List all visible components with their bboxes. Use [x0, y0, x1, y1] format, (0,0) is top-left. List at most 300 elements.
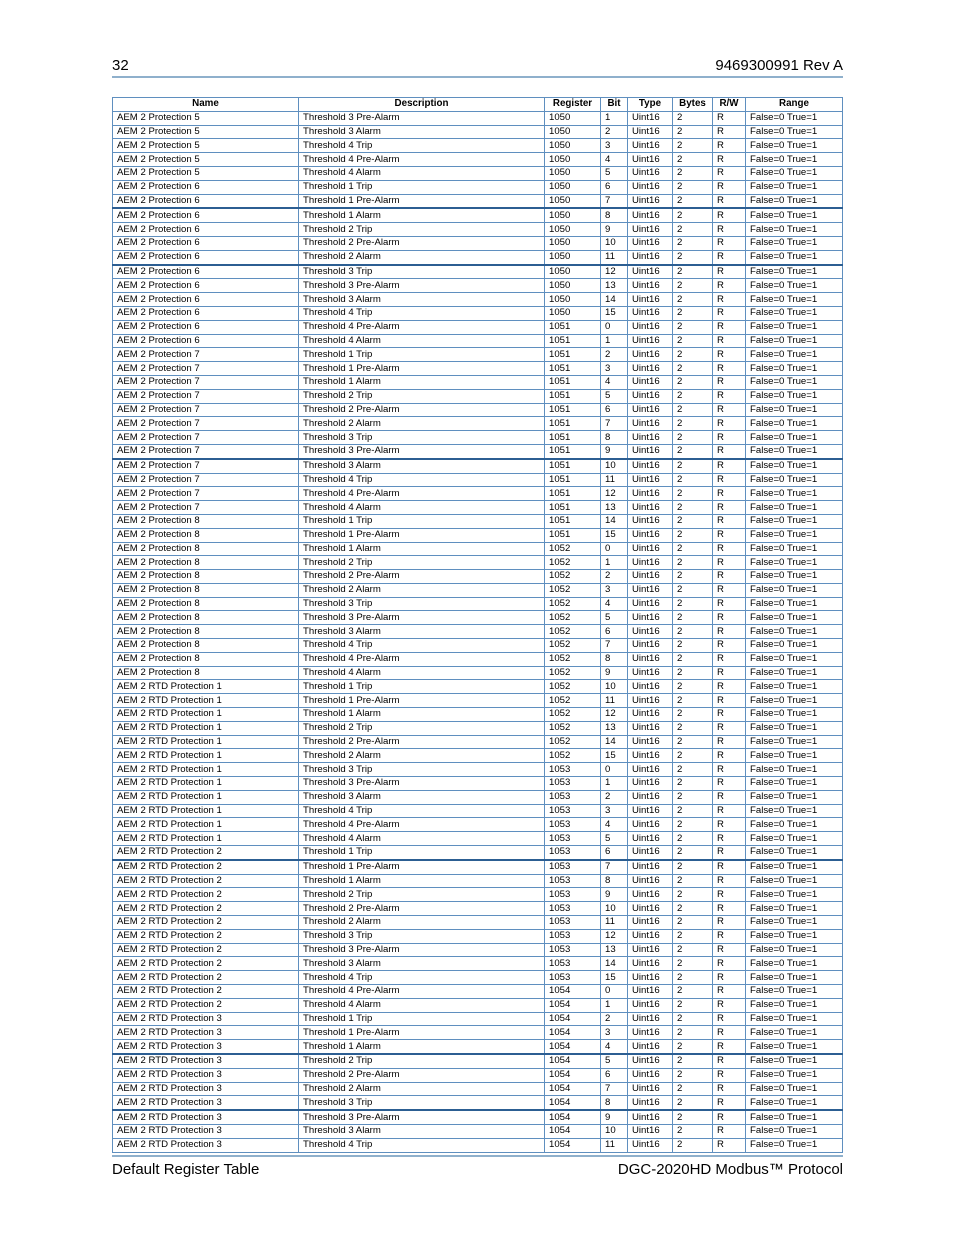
cell-rw: R: [713, 153, 746, 167]
cell-type: Uint16: [628, 666, 673, 680]
cell-range: False=0 True=1: [746, 860, 843, 874]
page-header: [112, 54, 843, 76]
cell-rw: R: [713, 444, 746, 458]
cell-register: 1052: [545, 680, 601, 694]
cell-name: AEM 2 RTD Protection 2: [113, 860, 299, 874]
cell-rw: R: [713, 804, 746, 818]
cell-bit: 7: [601, 1082, 628, 1096]
cell-type: Uint16: [628, 611, 673, 625]
cell-register: 1054: [545, 1110, 601, 1124]
cell-bytes: 2: [673, 957, 713, 971]
cell-range: False=0 True=1: [746, 929, 843, 943]
cell-name: AEM 2 RTD Protection 1: [113, 680, 299, 694]
cell-bytes: 2: [673, 194, 713, 208]
cell-bytes: 2: [673, 846, 713, 860]
page-footer: [112, 1159, 843, 1181]
cell-name: AEM 2 RTD Protection 3: [113, 1026, 299, 1040]
cell-range: False=0 True=1: [746, 265, 843, 279]
cell-type: Uint16: [628, 334, 673, 348]
cell-register: 1053: [545, 943, 601, 957]
cell-name: AEM 2 Protection 6: [113, 265, 299, 279]
table-row: [113, 888, 843, 902]
cell-rw: R: [713, 279, 746, 293]
cell-range: False=0 True=1: [746, 1012, 843, 1026]
cell-bytes: 2: [673, 860, 713, 874]
cell-bytes: 2: [673, 652, 713, 666]
cell-rw: R: [713, 1040, 746, 1054]
table-row: [113, 846, 843, 860]
cell-description: Threshold 1 Pre-Alarm: [299, 1026, 545, 1040]
cell-bytes: 2: [673, 1110, 713, 1124]
cell-name: AEM 2 Protection 5: [113, 111, 299, 125]
cell-bit: 2: [601, 1012, 628, 1026]
cell-register: 1054: [545, 1054, 601, 1068]
cell-rw: R: [713, 1138, 746, 1152]
cell-name: AEM 2 Protection 8: [113, 542, 299, 556]
cell-bytes: 2: [673, 459, 713, 473]
cell-range: False=0 True=1: [746, 1096, 843, 1110]
cell-range: False=0 True=1: [746, 611, 843, 625]
cell-register: 1053: [545, 916, 601, 930]
cell-name: AEM 2 Protection 6: [113, 223, 299, 237]
cell-bit: 15: [601, 971, 628, 985]
cell-name: AEM 2 Protection 6: [113, 208, 299, 222]
cell-rw: R: [713, 625, 746, 639]
cell-rw: R: [713, 1082, 746, 1096]
cell-description: Threshold 3 Pre-Alarm: [299, 777, 545, 791]
cell-name: AEM 2 RTD Protection 2: [113, 998, 299, 1012]
cell-name: AEM 2 RTD Protection 2: [113, 902, 299, 916]
table-row: [113, 348, 843, 362]
table-row: [113, 166, 843, 180]
table-row: [113, 832, 843, 846]
cell-bytes: 2: [673, 293, 713, 307]
cell-description: Threshold 3 Alarm: [299, 125, 545, 139]
cell-register: 1052: [545, 556, 601, 570]
cell-type: Uint16: [628, 139, 673, 153]
cell-bit: 3: [601, 362, 628, 376]
cell-register: 1052: [545, 611, 601, 625]
cell-rw: R: [713, 139, 746, 153]
cell-bit: 11: [601, 250, 628, 264]
cell-range: False=0 True=1: [746, 735, 843, 749]
table-row: [113, 804, 843, 818]
cell-type: Uint16: [628, 1110, 673, 1124]
cell-name: AEM 2 Protection 6: [113, 306, 299, 320]
cell-type: Uint16: [628, 1026, 673, 1040]
cell-rw: R: [713, 556, 746, 570]
cell-bit: 0: [601, 985, 628, 999]
cell-type: Uint16: [628, 306, 673, 320]
cell-range: False=0 True=1: [746, 888, 843, 902]
cell-type: Uint16: [628, 818, 673, 832]
table-row: [113, 1054, 843, 1068]
table-row: [113, 998, 843, 1012]
cell-bytes: 2: [673, 306, 713, 320]
cell-bytes: 2: [673, 320, 713, 334]
cell-register: 1051: [545, 444, 601, 458]
cell-range: False=0 True=1: [746, 501, 843, 515]
cell-name: AEM 2 Protection 5: [113, 166, 299, 180]
cell-bytes: 2: [673, 1096, 713, 1110]
cell-bytes: 2: [673, 111, 713, 125]
cell-type: Uint16: [628, 874, 673, 888]
cell-rw: R: [713, 583, 746, 597]
cell-range: False=0 True=1: [746, 431, 843, 445]
cell-register: 1050: [545, 236, 601, 250]
cell-bytes: 2: [673, 1124, 713, 1138]
cell-type: Uint16: [628, 362, 673, 376]
cell-register: 1054: [545, 1026, 601, 1040]
table-row: [113, 1124, 843, 1138]
cell-description: Threshold 4 Trip: [299, 639, 545, 653]
cell-rw: R: [713, 1026, 746, 1040]
cell-name: AEM 2 RTD Protection 1: [113, 763, 299, 777]
cell-rw: R: [713, 721, 746, 735]
cell-rw: R: [713, 180, 746, 194]
cell-range: False=0 True=1: [746, 832, 843, 846]
cell-register: 1050: [545, 125, 601, 139]
cell-name: AEM 2 Protection 8: [113, 639, 299, 653]
cell-register: 1050: [545, 293, 601, 307]
cell-description: Threshold 3 Pre-Alarm: [299, 111, 545, 125]
cell-bit: 13: [601, 279, 628, 293]
cell-description: Threshold 1 Pre-Alarm: [299, 362, 545, 376]
cell-description: Threshold 3 Trip: [299, 265, 545, 279]
table-row: [113, 818, 843, 832]
cell-register: 1054: [545, 1040, 601, 1054]
cell-name: AEM 2 RTD Protection 1: [113, 708, 299, 722]
cell-bytes: 2: [673, 1068, 713, 1082]
cell-type: Uint16: [628, 652, 673, 666]
cell-bytes: 2: [673, 943, 713, 957]
cell-register: 1053: [545, 790, 601, 804]
cell-rw: R: [713, 265, 746, 279]
table-row: [113, 1068, 843, 1082]
cell-bytes: 2: [673, 417, 713, 431]
cell-rw: R: [713, 194, 746, 208]
cell-bit: 15: [601, 528, 628, 542]
cell-name: AEM 2 Protection 7: [113, 348, 299, 362]
cell-description: Threshold 3 Alarm: [299, 459, 545, 473]
cell-name: AEM 2 RTD Protection 1: [113, 777, 299, 791]
cell-description: Threshold 1 Trip: [299, 680, 545, 694]
cell-bit: 9: [601, 444, 628, 458]
cell-type: Uint16: [628, 1096, 673, 1110]
cell-register: 1051: [545, 362, 601, 376]
cell-description: Threshold 2 Trip: [299, 223, 545, 237]
cell-register: 1050: [545, 166, 601, 180]
cell-bit: 1: [601, 111, 628, 125]
cell-description: Threshold 3 Alarm: [299, 625, 545, 639]
cell-rw: R: [713, 874, 746, 888]
cell-bytes: 2: [673, 902, 713, 916]
cell-range: False=0 True=1: [746, 514, 843, 528]
cell-rw: R: [713, 223, 746, 237]
table-row: [113, 929, 843, 943]
cell-bit: 4: [601, 153, 628, 167]
cell-type: Uint16: [628, 501, 673, 515]
cell-bit: 8: [601, 208, 628, 222]
cell-bit: 12: [601, 929, 628, 943]
cell-rw: R: [713, 832, 746, 846]
table-row: [113, 985, 843, 999]
cell-bytes: 2: [673, 818, 713, 832]
cell-rw: R: [713, 1124, 746, 1138]
cell-range: False=0 True=1: [746, 223, 843, 237]
cell-register: 1050: [545, 279, 601, 293]
cell-register: 1054: [545, 998, 601, 1012]
table-row: [113, 431, 843, 445]
cell-bytes: 2: [673, 666, 713, 680]
cell-register: 1054: [545, 1124, 601, 1138]
cell-range: False=0 True=1: [746, 625, 843, 639]
cell-register: 1051: [545, 348, 601, 362]
cell-range: False=0 True=1: [746, 125, 843, 139]
footer-section-title: Default Register Table: [112, 1161, 260, 1178]
cell-description: Threshold 2 Alarm: [299, 1082, 545, 1096]
cell-bit: 9: [601, 223, 628, 237]
cell-bit: 8: [601, 874, 628, 888]
cell-type: Uint16: [628, 680, 673, 694]
cell-name: AEM 2 Protection 8: [113, 528, 299, 542]
cell-register: 1052: [545, 666, 601, 680]
table-row: [113, 874, 843, 888]
cell-description: Threshold 4 Pre-Alarm: [299, 320, 545, 334]
cell-bytes: 2: [673, 777, 713, 791]
cell-description: Threshold 3 Pre-Alarm: [299, 444, 545, 458]
table-row: [113, 680, 843, 694]
cell-rw: R: [713, 597, 746, 611]
cell-bytes: 2: [673, 721, 713, 735]
table-row: [113, 334, 843, 348]
cell-rw: R: [713, 1054, 746, 1068]
cell-range: False=0 True=1: [746, 250, 843, 264]
cell-rw: R: [713, 666, 746, 680]
cell-bytes: 2: [673, 790, 713, 804]
cell-name: AEM 2 Protection 7: [113, 487, 299, 501]
cell-register: 1052: [545, 542, 601, 556]
cell-bit: 5: [601, 166, 628, 180]
cell-name: AEM 2 RTD Protection 1: [113, 832, 299, 846]
cell-description: Threshold 4 Trip: [299, 971, 545, 985]
cell-range: False=0 True=1: [746, 666, 843, 680]
cell-type: Uint16: [628, 804, 673, 818]
cell-description: Threshold 1 Pre-Alarm: [299, 860, 545, 874]
cell-name: AEM 2 Protection 5: [113, 139, 299, 153]
cell-rw: R: [713, 888, 746, 902]
table-header-row: [113, 98, 843, 112]
cell-register: 1053: [545, 874, 601, 888]
cell-description: Threshold 4 Pre-Alarm: [299, 818, 545, 832]
cell-name: AEM 2 Protection 7: [113, 459, 299, 473]
cell-bytes: 2: [673, 625, 713, 639]
cell-range: False=0 True=1: [746, 804, 843, 818]
cell-register: 1052: [545, 652, 601, 666]
cell-register: 1053: [545, 777, 601, 791]
cell-name: AEM 2 RTD Protection 2: [113, 943, 299, 957]
cell-bit: 13: [601, 721, 628, 735]
cell-rw: R: [713, 473, 746, 487]
cell-register: 1050: [545, 153, 601, 167]
cell-bytes: 2: [673, 501, 713, 515]
cell-bytes: 2: [673, 180, 713, 194]
cell-range: False=0 True=1: [746, 1138, 843, 1152]
cell-rw: R: [713, 1012, 746, 1026]
cell-bytes: 2: [673, 166, 713, 180]
table-row: [113, 208, 843, 222]
cell-range: False=0 True=1: [746, 570, 843, 584]
cell-type: Uint16: [628, 735, 673, 749]
cell-type: Uint16: [628, 749, 673, 763]
cell-description: Threshold 3 Alarm: [299, 1124, 545, 1138]
cell-register: 1053: [545, 888, 601, 902]
cell-description: Threshold 2 Pre-Alarm: [299, 902, 545, 916]
cell-type: Uint16: [628, 860, 673, 874]
cell-bit: 5: [601, 611, 628, 625]
cell-description: Threshold 2 Alarm: [299, 583, 545, 597]
cell-name: AEM 2 RTD Protection 3: [113, 1138, 299, 1152]
cell-bit: 15: [601, 306, 628, 320]
cell-name: AEM 2 Protection 6: [113, 279, 299, 293]
cell-register: 1054: [545, 1096, 601, 1110]
cell-bit: 8: [601, 431, 628, 445]
cell-bit: 4: [601, 597, 628, 611]
cell-type: Uint16: [628, 320, 673, 334]
cell-bit: 3: [601, 804, 628, 818]
cell-rw: R: [713, 929, 746, 943]
table-row: [113, 1026, 843, 1040]
table-row: [113, 666, 843, 680]
cell-description: Threshold 1 Trip: [299, 180, 545, 194]
table-row: [113, 111, 843, 125]
table-row: [113, 1012, 843, 1026]
header-divider: [112, 76, 843, 78]
cell-range: False=0 True=1: [746, 790, 843, 804]
cell-bit: 10: [601, 902, 628, 916]
cell-bytes: 2: [673, 639, 713, 653]
table-row: [113, 542, 843, 556]
cell-name: AEM 2 Protection 8: [113, 570, 299, 584]
cell-range: False=0 True=1: [746, 680, 843, 694]
table-row: [113, 777, 843, 791]
cell-bit: 9: [601, 666, 628, 680]
cell-type: Uint16: [628, 417, 673, 431]
table-row: [113, 514, 843, 528]
cell-range: False=0 True=1: [746, 846, 843, 860]
cell-bytes: 2: [673, 597, 713, 611]
cell-rw: R: [713, 694, 746, 708]
cell-description: Threshold 2 Pre-Alarm: [299, 236, 545, 250]
cell-rw: R: [713, 487, 746, 501]
cell-name: AEM 2 Protection 5: [113, 153, 299, 167]
cell-bytes: 2: [673, 832, 713, 846]
table-row: [113, 180, 843, 194]
cell-bit: 10: [601, 680, 628, 694]
cell-type: Uint16: [628, 1082, 673, 1096]
cell-register: 1050: [545, 223, 601, 237]
table-row: [113, 611, 843, 625]
cell-range: False=0 True=1: [746, 1026, 843, 1040]
cell-type: Uint16: [628, 570, 673, 584]
cell-name: AEM 2 RTD Protection 1: [113, 694, 299, 708]
cell-name: AEM 2 Protection 8: [113, 611, 299, 625]
cell-bit: 3: [601, 139, 628, 153]
cell-range: False=0 True=1: [746, 556, 843, 570]
cell-description: Threshold 4 Trip: [299, 139, 545, 153]
cell-bytes: 2: [673, 611, 713, 625]
cell-bytes: 2: [673, 916, 713, 930]
cell-range: False=0 True=1: [746, 306, 843, 320]
cell-bytes: 2: [673, 431, 713, 445]
cell-name: AEM 2 Protection 8: [113, 583, 299, 597]
cell-name: AEM 2 Protection 7: [113, 403, 299, 417]
cell-type: Uint16: [628, 279, 673, 293]
cell-bit: 4: [601, 375, 628, 389]
cell-description: Threshold 3 Trip: [299, 431, 545, 445]
cell-range: False=0 True=1: [746, 444, 843, 458]
cell-name: AEM 2 Protection 6: [113, 180, 299, 194]
table-row: [113, 473, 843, 487]
table-row: [113, 293, 843, 307]
table-row: [113, 625, 843, 639]
cell-type: Uint16: [628, 998, 673, 1012]
cell-description: Threshold 4 Alarm: [299, 832, 545, 846]
cell-description: Threshold 2 Alarm: [299, 749, 545, 763]
cell-description: Threshold 1 Pre-Alarm: [299, 694, 545, 708]
table-row: [113, 1096, 843, 1110]
cell-bytes: 2: [673, 250, 713, 264]
cell-type: Uint16: [628, 957, 673, 971]
cell-type: Uint16: [628, 1054, 673, 1068]
cell-type: Uint16: [628, 790, 673, 804]
cell-bit: 11: [601, 1138, 628, 1152]
cell-type: Uint16: [628, 459, 673, 473]
cell-bit: 14: [601, 514, 628, 528]
cell-register: 1054: [545, 1082, 601, 1096]
cell-rw: R: [713, 403, 746, 417]
cell-name: AEM 2 RTD Protection 2: [113, 874, 299, 888]
cell-rw: R: [713, 708, 746, 722]
table-row: [113, 721, 843, 735]
cell-description: Threshold 4 Trip: [299, 804, 545, 818]
cell-rw: R: [713, 389, 746, 403]
cell-rw: R: [713, 250, 746, 264]
cell-type: Uint16: [628, 348, 673, 362]
cell-register: 1050: [545, 208, 601, 222]
cell-description: Threshold 2 Trip: [299, 1054, 545, 1068]
cell-register: 1054: [545, 1138, 601, 1152]
table-row: [113, 749, 843, 763]
table-row: [113, 236, 843, 250]
register-table: [112, 97, 843, 1153]
cell-type: Uint16: [628, 694, 673, 708]
cell-type: Uint16: [628, 293, 673, 307]
cell-range: False=0 True=1: [746, 777, 843, 791]
cell-description: Threshold 3 Trip: [299, 1096, 545, 1110]
cell-bytes: 2: [673, 153, 713, 167]
cell-bytes: 2: [673, 1054, 713, 1068]
cell-range: False=0 True=1: [746, 721, 843, 735]
cell-description: Threshold 4 Pre-Alarm: [299, 652, 545, 666]
cell-bit: 6: [601, 180, 628, 194]
cell-bit: 2: [601, 125, 628, 139]
table-row: [113, 1082, 843, 1096]
cell-register: 1053: [545, 804, 601, 818]
cell-name: AEM 2 Protection 7: [113, 444, 299, 458]
cell-rw: R: [713, 652, 746, 666]
cell-name: AEM 2 RTD Protection 2: [113, 888, 299, 902]
